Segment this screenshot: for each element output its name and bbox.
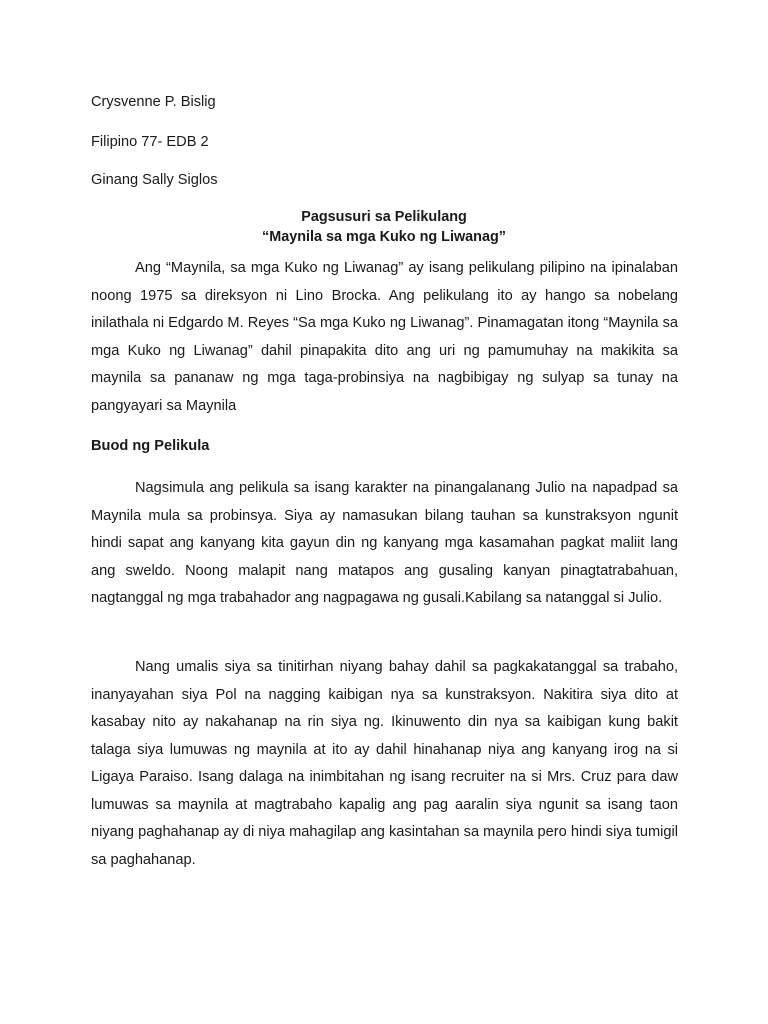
teacher-name: Ginang Sally Siglos	[91, 172, 218, 188]
summary-paragraph-2	[91, 654, 678, 874]
title-line-1: Pagsusuri sa Pelikulang	[301, 209, 467, 225]
course-code: Filipino 77- EDB 2	[91, 134, 209, 150]
title-line-2: “Maynila sa mga Kuko ng Liwanag”	[262, 229, 506, 245]
summary-paragraph-1-text: Nagsimula ang pelikula sa isang karakter na pinangalanang Julio na napadpad sa Maynila mula sa probinsya. Siya ay namasukan bilang tauhan sa kunstraksyon ngunit hindi sapat ang kanyang kita gayun din ng kanyang mga kasamahan pagkat maliit lang ang sweldo. Noong malapit nang matapos ang gusaling kanyan pinagtatrabahuan, nagtanggal ng mga trabahador ang nagpagawa ng gusali.Kabilang sa natanggal si Julio.	[91, 480, 678, 606]
summary-paragraph-2-text: Nang umalis siya sa tinitirhan niyang bahay dahil sa pagkakatanggal sa trabaho, inanyayahan siya Pol na nagging kaibigan nya sa kunstraksyon. Nakitira siya dito at kasabay nito ay nakahanap na rin siya ng. Ikinuwento din nya sa kaibigan kung bakit talaga siya lumuwas ng maynila at ito ay dahil hinahanap niya ang kanyang irog na si Ligaya Paraiso. Isang dalaga na inimbitahan ng isang recruiter na si Mrs. Cruz para daw lumuwas sa maynila at magtrabaho kapalig ang pag aaralin siya ngunit sa isang taon niyang paghahanap ay di niya mahagilap ang kasintahan sa maynila pero hindi siya tumigil sa paghahanap.	[91, 659, 678, 868]
author-name: Crysvenne P. Bislig	[91, 94, 216, 110]
intro-paragraph-text: Ang “Maynila, sa mga Kuko ng Liwanag” ay isang pelikulang pilipino na ipinalaban noong 1975 sa direksyon ni Lino Brocka. Ang pelikulang ito ay hango sa nobelang inilathala ni Edgardo M. Reyes “Sa mga Kuko ng Liwanag”. Pinamagatan itong “Maynila sa mga Kuko ng Liwanag” dahil pinapakita dito ang uri ng pamumuhay na makikita sa maynila sa pananaw ng mga taga-probinsiya na nagbibigay ng sulyap sa tunay na pangyayari sa Maynila	[91, 260, 678, 414]
intro-paragraph	[91, 255, 678, 420]
document-title	[0, 207, 768, 247]
summary-paragraph-1	[91, 475, 678, 613]
section-heading: Buod ng Pelikula	[91, 438, 210, 454]
